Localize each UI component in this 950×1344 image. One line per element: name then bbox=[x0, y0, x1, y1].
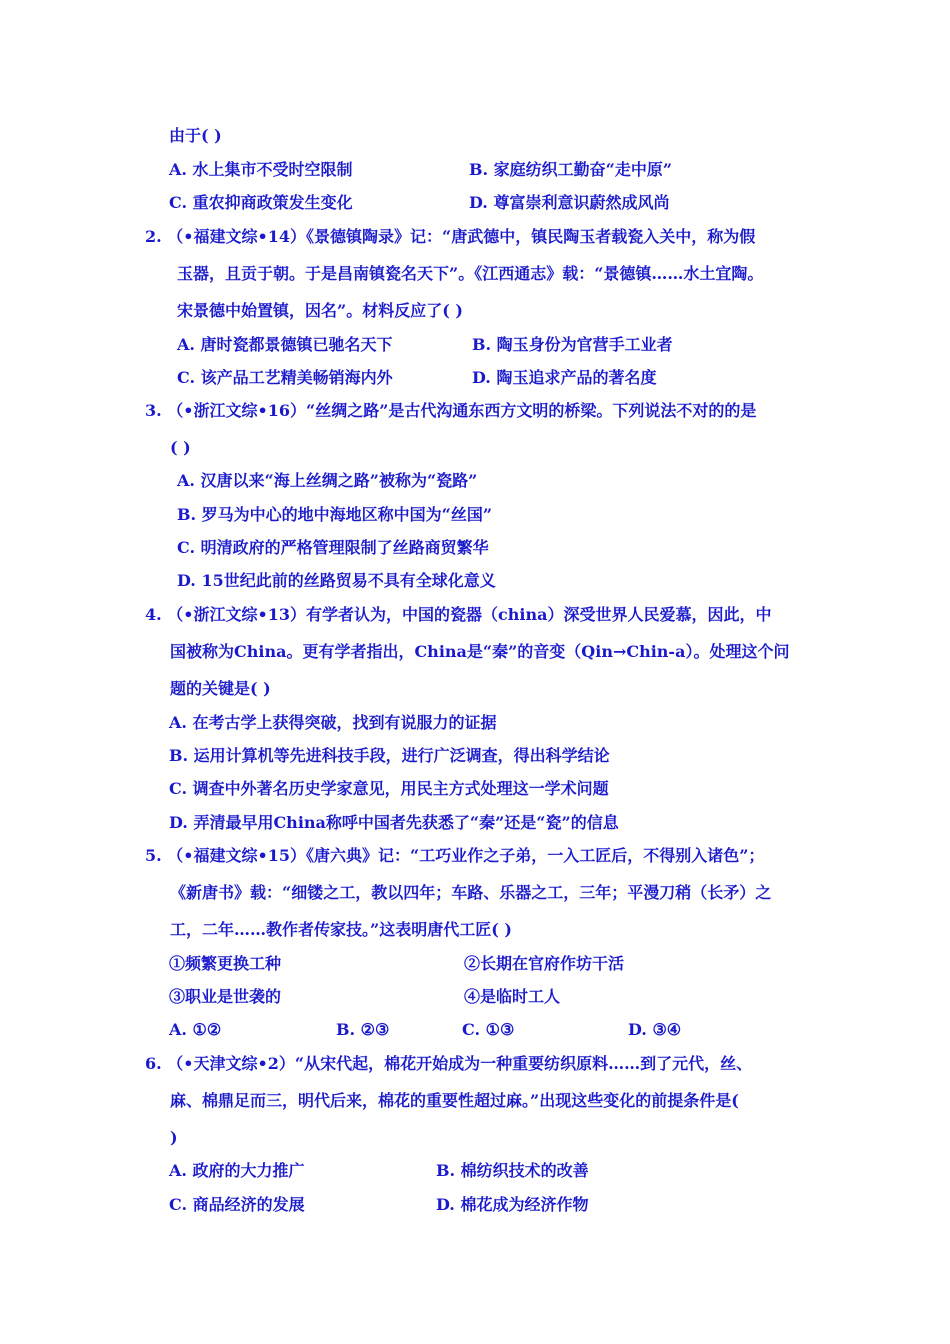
q2-option-a: A. 唐时瓷都景德镇已驰名天下 bbox=[177, 335, 393, 354]
q4-option-b: B. 运用计算机等先进科技手段，进行广泛调查，得出科学结论 bbox=[169, 746, 610, 765]
q5-item-2: ②长期在官府作坊干活 bbox=[464, 954, 625, 973]
q2-option-c: C. 该产品工艺精美畅销海内外 bbox=[177, 368, 393, 387]
q6-stem-line-3: ) bbox=[170, 1128, 178, 1147]
q5-item-1: ①频繁更换工种 bbox=[169, 954, 282, 973]
q6-stem-line-1: 6. （•天津文综•2）“从宋代起，棉花开始成为一种重要纺织原料……到了元代，丝、 bbox=[145, 1054, 753, 1073]
q5-item-4: ④是临时工人 bbox=[464, 987, 561, 1006]
q4-stem-line-2: 国被称为China。更有学者指出，China是“秦”的音变（Qin→Chin-a）。处理这个问 bbox=[170, 642, 790, 661]
q2-stem-line-2: 玉器，且贡于朝。于是昌南镇瓷名天下”。《江西通志》载：“景德镇……水土宜陶。 bbox=[177, 264, 764, 283]
q1-stem-tail: 由于( ) bbox=[169, 126, 222, 145]
q2-stem-line-3: 宋景德中始置镇，因名”。材料反应了( ) bbox=[177, 301, 463, 320]
q4-stem-line-1: 4. （•浙江文综•13）有学者认为，中国的瓷器（china）深受世界人民爱慕，因此，中 bbox=[145, 605, 772, 624]
q3-option-b: B. 罗马为中心的地中海地区称中国为“丝国” bbox=[177, 505, 493, 524]
q3-option-c: C. 明清政府的严格管理限制了丝路商贸繁华 bbox=[177, 538, 489, 557]
q2-option-d: D. 陶玉追求产品的著名度 bbox=[472, 368, 657, 387]
q5-item-3: ③职业是世袭的 bbox=[169, 987, 282, 1006]
q6-stem-line-2: 麻、棉鼎足而三，明代后来，棉花的重要性超过麻。”出现这些变化的前提条件是( bbox=[170, 1091, 739, 1110]
q4-stem-line-3: 题的关键是( ) bbox=[170, 679, 271, 698]
q5-option-b: B. ②③ bbox=[336, 1020, 390, 1039]
q1-option-b: B. 家庭纺织工勤奋“走中原” bbox=[469, 160, 673, 179]
q6-option-d: D. 棉花成为经济作物 bbox=[436, 1195, 589, 1214]
q5-stem-line-2: 《新唐书》载：“细镂之工，教以四年；车路、乐器之工，三年；平漫刀稍（长矛）之 bbox=[170, 883, 772, 902]
q1-option-d: D. 尊富崇利意识蔚然成风尚 bbox=[469, 193, 670, 212]
q4-option-d: D. 弄清最早用China称呼中国者先获悉了“秦”还是“瓷”的信息 bbox=[169, 813, 619, 832]
q5-option-d: D. ③④ bbox=[628, 1020, 682, 1039]
q3-stem-line-2: ( ) bbox=[170, 438, 191, 457]
q3-stem-line-1: 3. （•浙江文综•16）“丝绸之路”是古代沟通东西方文明的桥梁。下列说法不对的的是 bbox=[145, 401, 757, 420]
q2-stem-line-1: 2. （•福建文综•14）《景德镇陶录》记：“唐武德中，镇民陶玉者载瓷入关中，称为假 bbox=[145, 227, 756, 246]
q6-option-a: A. 政府的大力推广 bbox=[169, 1161, 305, 1180]
q5-stem-line-3: 工，二年……教作者传家技。”这表明唐代工匠( ) bbox=[170, 920, 512, 939]
q3-option-d: D. 15世纪此前的丝路贸易不具有全球化意义 bbox=[177, 571, 496, 590]
q4-option-a: A. 在考古学上获得突破，找到有说服力的证据 bbox=[169, 713, 497, 732]
q5-option-c: C. ①③ bbox=[462, 1020, 515, 1039]
q5-option-a: A. ①② bbox=[169, 1020, 222, 1039]
q4-option-c: C. 调查中外著名历史学家意见，用民主方式处理这一学术问题 bbox=[169, 779, 609, 798]
q1-option-a: A. 水上集市不受时空限制 bbox=[169, 160, 353, 179]
q6-option-c: C. 商品经济的发展 bbox=[169, 1195, 305, 1214]
q6-option-b: B. 棉纺织技术的改善 bbox=[436, 1161, 589, 1180]
q3-option-a: A. 汉唐以来“海上丝绸之路”被称为“瓷路” bbox=[177, 471, 478, 490]
q1-option-c: C. 重农抑商政策发生变化 bbox=[169, 193, 353, 212]
q2-option-b: B. 陶玉身份为官营手工业者 bbox=[472, 335, 673, 354]
q5-stem-line-1: 5. （•福建文综•15）《唐六典》记：“工巧业作之子弟，一入工匠后，不得别入诸色”； bbox=[145, 846, 765, 865]
